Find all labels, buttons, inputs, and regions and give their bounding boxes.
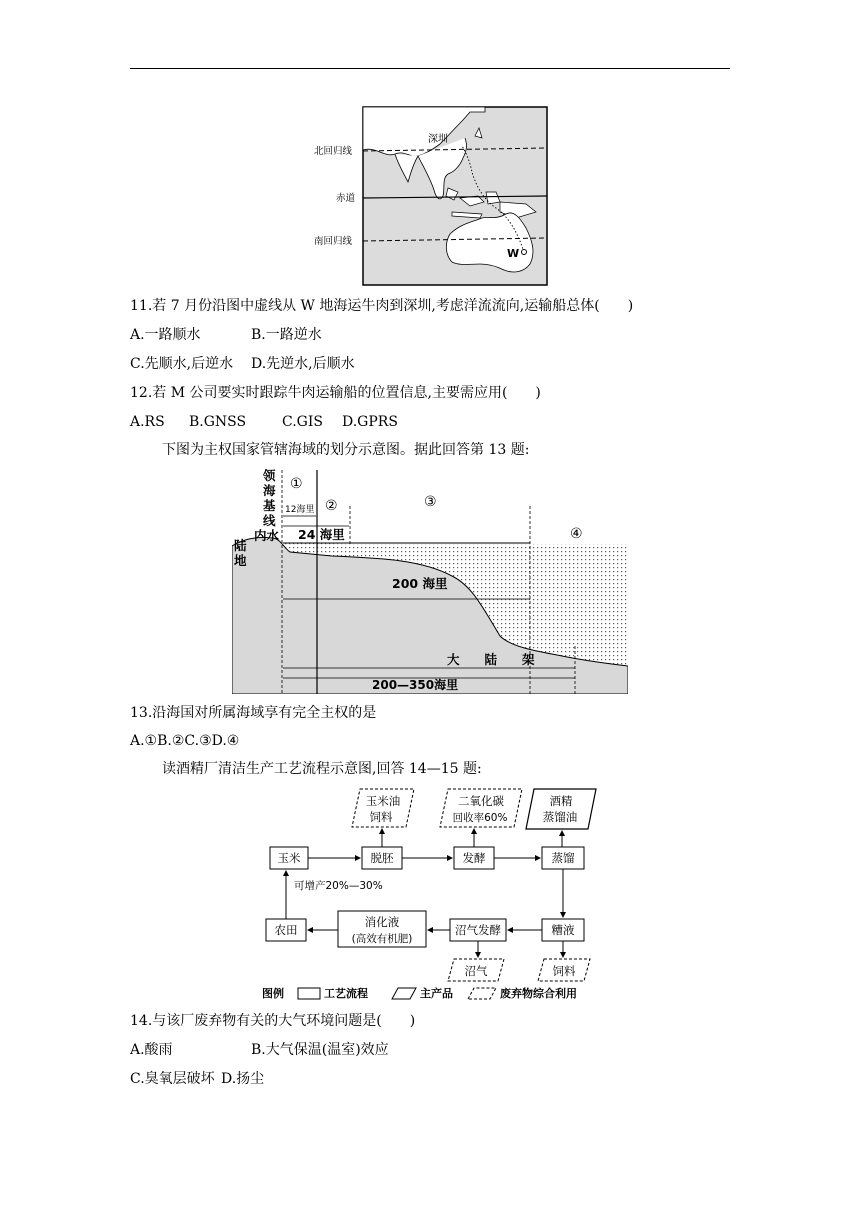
map-figure (300, 106, 560, 288)
sea-zone-2: ② (325, 498, 338, 514)
flow-distill: 蒸馏 (551, 851, 575, 865)
sea-label-12nm: 12海里 (285, 505, 315, 515)
flow-ferment: 发酵 (462, 851, 486, 865)
flow-biogas-ferment: 沼气发酵 (455, 923, 501, 937)
flow-cornoil-2: 饲料 (369, 810, 393, 824)
map-label-tropic-capricorn: 南回归线 (314, 236, 353, 247)
legend-process: 工艺流程 (324, 987, 368, 1000)
q12-option-d: D.GPRS (342, 414, 398, 430)
q12-stem: 12.若 M 公司要实时跟踪牛肉运输船的位置信息,主要需应用( ) (130, 385, 541, 401)
flow-digest-2: (高效有机肥) (351, 933, 413, 945)
q12-option-b: B.GNSS (189, 414, 247, 430)
flow-cornoil-1: 玉米油 (365, 794, 401, 808)
q11-option-d: D.先逆水,后顺水 (251, 356, 355, 372)
process-flow-diagram (258, 785, 604, 1003)
flow-alcohol-2: 蒸馏油 (542, 810, 578, 824)
sea-label-land: 陆地 (234, 538, 247, 568)
flow-digest-1: 消化液 (364, 915, 400, 929)
legend-main: 主产品 (420, 987, 453, 1000)
sea-label-inner: 内水 (254, 528, 280, 543)
header-rule (130, 68, 730, 69)
flow-feed: 饲料 (552, 964, 576, 978)
flow-degerm: 脱胚 (370, 851, 394, 865)
q13-intro: 下图为主权国家管辖海域的划分示意图。据此回答第 13 题: (162, 442, 530, 458)
flow-biogas: 沼气 (464, 964, 488, 978)
q14-option-d: D.扬尘 (221, 1071, 265, 1087)
legend-title: 图例 (262, 987, 284, 1000)
q14-stem: 14.与该厂废弃物有关的大气环境问题是( ) (130, 1013, 416, 1029)
q14-option-c: C.臭氧层破坏 (130, 1071, 215, 1087)
sea-label-350nm: 200—350海里 (372, 678, 459, 692)
q12-option-c: C.GIS (282, 414, 323, 430)
q13-stem: 13.沿海国对所属海域享有完全主权的是 (130, 705, 377, 721)
sea-label-24nm: 24 海里 (298, 527, 345, 542)
flow-field: 农田 (274, 923, 298, 937)
legend-waste: 废弃物综合利用 (500, 987, 577, 1000)
sea-label-baseline: 领海基线 (263, 468, 276, 528)
q11-option-a: A.一路顺水 (130, 327, 201, 343)
sea-label-200nm: 200 海里 (392, 576, 448, 591)
sea-zone-1: ① (290, 476, 303, 492)
q14-intro: 读酒精厂清洁生产工艺流程示意图,回答 14—15 题: (162, 761, 482, 777)
sea-zone-4: ④ (570, 526, 583, 542)
q12-option-a: A.RS (130, 414, 165, 430)
flow-residue: 糟液 (551, 923, 575, 937)
map-label-equator: 赤道 (336, 193, 356, 204)
q14-option-a: A.酸雨 (130, 1042, 173, 1058)
map-label-tropic-cancer: 北回归线 (314, 146, 353, 157)
map-label-w: W (507, 247, 520, 260)
q11-option-b: B.一路逆水 (251, 327, 322, 343)
flow-co2-2: 回收率60% (452, 812, 508, 824)
flow-corn: 玉米 (277, 851, 301, 865)
q14-option-b: B.大气保温(温室)效应 (251, 1042, 389, 1058)
flow-increase: 可增产20%—30% (294, 880, 383, 892)
q11-stem: 11.若 7 月份沿图中虚线从 W 地海运牛肉到深圳,考虑洋流流向,运输船总体( ) (130, 298, 634, 314)
flow-co2-1: 二氧化碳 (458, 794, 504, 808)
sea-zone-diagram (232, 466, 628, 694)
q13-options: A.①B.②C.③D.④ (130, 733, 240, 749)
sea-zone-3: ③ (424, 494, 437, 510)
map-label-shenzhen: 深圳 (428, 134, 448, 145)
flow-alcohol-1: 酒精 (549, 794, 573, 808)
q11-option-c: C.先顺水,后逆水 (130, 356, 234, 372)
sea-label-shelf: 大 陆 架 (447, 652, 535, 667)
